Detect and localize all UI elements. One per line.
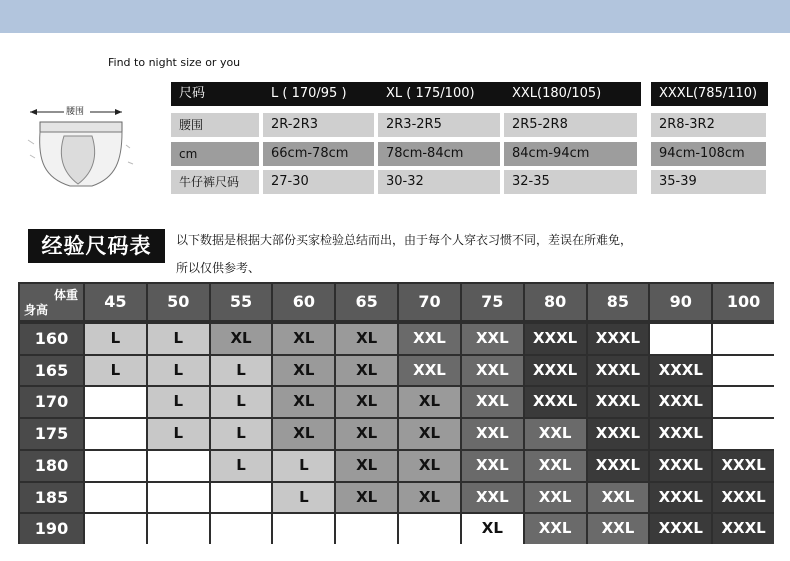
note-line-1: 以下数据是根据大部份买家检验总结而出，由于每个人穿衣习惯不同，差误在所难免， bbox=[176, 233, 633, 247]
size-cell: L bbox=[211, 387, 272, 417]
weight-header: 70 bbox=[399, 284, 460, 320]
size-cell: L bbox=[148, 387, 209, 417]
size-cell: L bbox=[148, 324, 209, 354]
spec-cell: 66cm-78cm bbox=[263, 142, 374, 166]
size-cell bbox=[85, 419, 146, 449]
spec-cell: 32-35 bbox=[504, 170, 637, 194]
spec-cell: 84cm-94cm bbox=[504, 142, 637, 166]
size-cell bbox=[85, 387, 146, 417]
size-cell: XL bbox=[336, 451, 397, 481]
size-cell: XXL bbox=[462, 324, 523, 354]
size-cell: XL bbox=[336, 356, 397, 386]
spec-header-cell: L ( 170/95 ) bbox=[263, 82, 378, 106]
briefs-illustration bbox=[18, 100, 138, 195]
size-cell: XXL bbox=[462, 419, 523, 449]
spec-header-cell: 尺码 bbox=[171, 82, 263, 106]
top-banner bbox=[0, 0, 790, 33]
height-label: 190 bbox=[20, 514, 83, 544]
size-cell: XXXL bbox=[713, 451, 774, 481]
size-cell: XXXL bbox=[650, 514, 711, 544]
size-cell: XL bbox=[399, 483, 460, 513]
spec-header-cell: XL ( 175/100) bbox=[378, 82, 504, 106]
spec-cell: cm bbox=[171, 142, 259, 166]
height-label: 170 bbox=[20, 387, 83, 417]
size-cell: XXL bbox=[462, 451, 523, 481]
spec-cell: 2R-2R3 bbox=[263, 113, 374, 137]
size-cell bbox=[336, 514, 397, 544]
size-cell: XXXL bbox=[650, 419, 711, 449]
size-cell: L bbox=[211, 419, 272, 449]
size-cell bbox=[85, 483, 146, 513]
size-cell: XXXL bbox=[650, 387, 711, 417]
spec-cell: 27-30 bbox=[263, 170, 374, 194]
weight-header: 60 bbox=[273, 284, 334, 320]
size-cell: XL bbox=[399, 451, 460, 481]
spec-cell: 2R3-2R5 bbox=[378, 113, 500, 137]
spec-header-cell: XXXL(785/110) bbox=[651, 82, 768, 106]
size-cell: XXXL bbox=[588, 324, 649, 354]
weight-header: 100 bbox=[713, 284, 774, 320]
size-cell: L bbox=[85, 356, 146, 386]
size-cell: L bbox=[273, 483, 334, 513]
size-cell: XXXL bbox=[588, 451, 649, 481]
size-cell: XL bbox=[462, 514, 523, 544]
intro-text: Find to night size or you bbox=[108, 56, 241, 69]
size-cell bbox=[85, 514, 146, 544]
size-cell: XL bbox=[273, 356, 334, 386]
size-cell: XL bbox=[273, 387, 334, 417]
size-cell bbox=[148, 483, 209, 513]
size-cell: XXL bbox=[525, 514, 586, 544]
size-cell: XXL bbox=[399, 324, 460, 354]
height-axis-label: 身高 bbox=[24, 303, 49, 317]
weight-header: 85 bbox=[588, 284, 649, 320]
spec-cell: 94cm-108cm bbox=[651, 142, 766, 166]
weight-axis-label: 体重 bbox=[53, 288, 78, 302]
size-cell bbox=[211, 514, 272, 544]
size-cell: XL bbox=[336, 419, 397, 449]
spec-cell: 35-39 bbox=[651, 170, 766, 194]
height-label: 185 bbox=[20, 483, 83, 513]
height-label: 165 bbox=[20, 356, 83, 386]
weight-header: 55 bbox=[211, 284, 272, 320]
size-cell bbox=[650, 324, 711, 354]
size-cell bbox=[148, 451, 209, 481]
grid-corner bbox=[20, 284, 83, 320]
weight-header: 45 bbox=[85, 284, 146, 320]
height-label: 175 bbox=[20, 419, 83, 449]
size-cell: XL bbox=[399, 387, 460, 417]
height-label: 180 bbox=[20, 451, 83, 481]
weight-header: 75 bbox=[462, 284, 523, 320]
size-cell: XXXL bbox=[713, 514, 774, 544]
size-cell bbox=[713, 387, 774, 417]
experience-size-chart-title: 经验尺码表 bbox=[28, 229, 165, 263]
size-cell: XXL bbox=[525, 419, 586, 449]
size-cell: XL bbox=[336, 387, 397, 417]
size-cell bbox=[713, 324, 774, 354]
size-cell bbox=[273, 514, 334, 544]
size-cell: XXXL bbox=[713, 483, 774, 513]
size-cell: L bbox=[273, 451, 334, 481]
size-cell: XXL bbox=[588, 483, 649, 513]
size-cell bbox=[85, 451, 146, 481]
size-cell: XXL bbox=[525, 483, 586, 513]
size-cell: XXXL bbox=[650, 483, 711, 513]
waist-label: 腰围 bbox=[66, 107, 85, 117]
size-cell: XXL bbox=[462, 387, 523, 417]
size-cell bbox=[399, 514, 460, 544]
size-cell: XXL bbox=[462, 356, 523, 386]
height-label: 160 bbox=[20, 324, 83, 354]
size-cell: L bbox=[211, 451, 272, 481]
spec-header-cell: XXL(180/105) bbox=[504, 82, 641, 106]
size-cell: XL bbox=[336, 483, 397, 513]
size-cell: XL bbox=[273, 419, 334, 449]
weight-header: 65 bbox=[336, 284, 397, 320]
size-cell: XL bbox=[399, 419, 460, 449]
size-cell: XXL bbox=[588, 514, 649, 544]
spec-cell: 牛仔裤尺码 bbox=[171, 170, 259, 194]
spec-cell: 2R8-3R2 bbox=[651, 113, 766, 137]
size-cell: XXL bbox=[525, 451, 586, 481]
size-grid bbox=[18, 282, 774, 544]
size-cell: L bbox=[148, 356, 209, 386]
size-cell: XXXL bbox=[525, 356, 586, 386]
spec-cell: 腰围 bbox=[171, 113, 259, 137]
size-cell bbox=[713, 356, 774, 386]
size-cell: XXL bbox=[399, 356, 460, 386]
size-cell: XL bbox=[336, 324, 397, 354]
size-cell: L bbox=[85, 324, 146, 354]
size-cell bbox=[713, 419, 774, 449]
note-line-2: 所以仅供参考、 bbox=[176, 261, 261, 275]
size-cell: XXXL bbox=[525, 324, 586, 354]
spec-cell: 30-32 bbox=[378, 170, 500, 194]
size-cell: XXXL bbox=[650, 356, 711, 386]
size-cell: XXXL bbox=[588, 419, 649, 449]
size-cell: XXXL bbox=[588, 356, 649, 386]
weight-header: 50 bbox=[148, 284, 209, 320]
size-cell bbox=[148, 514, 209, 544]
size-cell: L bbox=[148, 419, 209, 449]
size-cell: XXXL bbox=[525, 387, 586, 417]
weight-header: 90 bbox=[650, 284, 711, 320]
size-cell: XL bbox=[273, 324, 334, 354]
spec-cell: 2R5-2R8 bbox=[504, 113, 637, 137]
spec-cell: 78cm-84cm bbox=[378, 142, 500, 166]
size-cell: XXL bbox=[462, 483, 523, 513]
size-cell: XXXL bbox=[650, 451, 711, 481]
size-cell: XL bbox=[211, 324, 272, 354]
size-cell: XXXL bbox=[588, 387, 649, 417]
size-cell: L bbox=[211, 356, 272, 386]
size-cell bbox=[211, 483, 272, 513]
weight-header: 80 bbox=[525, 284, 586, 320]
